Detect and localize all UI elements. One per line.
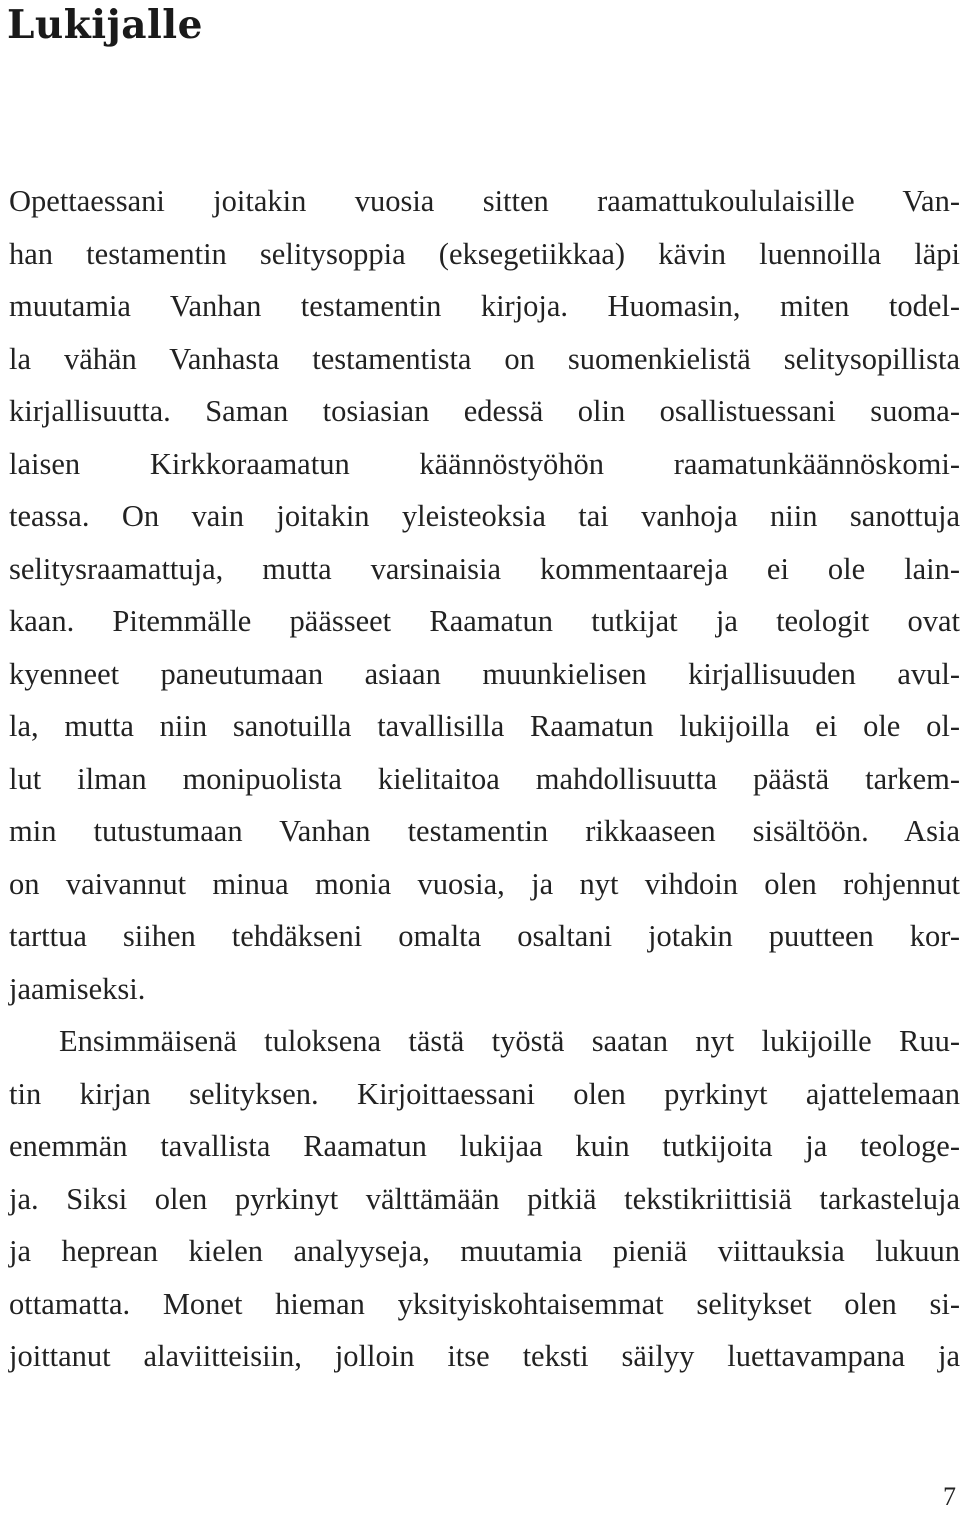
text-line: teassa. On vain joitakin yleisteoksia tai vanhoja niin sanottuja — [9, 499, 960, 533]
text-line: ottamatta. Monet hieman yksityiskohtaisemmat selitykset olen si- — [9, 1286, 960, 1321]
page-number: 7 — [943, 1482, 956, 1511]
text-line: on vaivannut minua monia vuosia, ja nyt vihdoin olen rohjennut — [9, 866, 960, 901]
paragraph-1 — [9, 175, 960, 1015]
text-line: la vähän Vanhasta testamentista on suomenkielistä selitysopillista — [9, 341, 960, 376]
text-line: kyenneet paneutumaan asiaan muunkielisen kirjallisuuden avul- — [9, 656, 960, 691]
text-line: muutamia Vanhan testamentin kirjoja. Huomasin, miten todel- — [9, 289, 960, 323]
text-line: jaamiseksi. — [9, 971, 146, 1006]
text-line: la, mutta niin sanotuilla tavallisilla Raamatun lukijoilla ei ole ol- — [9, 709, 960, 743]
page-title: Lukijalle — [7, 2, 203, 48]
text-line: kaan. Pitemmälle päässeet Raamatun tutkijat ja teologit ovat — [9, 604, 960, 638]
text-line: selitysraamattuja, mutta varsinaisia kommentaareja ei ole lain- — [9, 551, 960, 586]
text-line: tin kirjan selityksen. Kirjoittaessani olen pyrkinyt ajattelemaan — [9, 1076, 960, 1111]
text-line: kirjallisuutta. Saman tosiasian edessä olin osallistuessani suoma- — [9, 394, 960, 428]
text-line: tarttua siihen tehdäkseni omalta osaltani jotakin puutteen kor- — [9, 919, 960, 953]
body-text — [9, 175, 960, 1383]
text-line: joittanut alaviitteisiin, jolloin itse teksti säilyy luettavampana ja — [9, 1339, 960, 1373]
text-line: Ensimmäisenä tuloksena tästä työstä saatan nyt lukijoille Ruu- — [59, 1024, 960, 1058]
text-line: ja heprean kielen analyyseja, muutamia pieniä viittauksia lukuun — [9, 1234, 960, 1268]
text-line: enemmän tavallista Raamatun lukijaa kuin tutkijoita ja teologe- — [9, 1129, 960, 1163]
text-line: Opettaessani joitakin vuosia sitten raamattukoululaisille Van- — [9, 184, 960, 218]
text-line: laisen Kirkkoraamatun käännöstyöhön raamatunkäännöskomi- — [9, 446, 960, 481]
text-line: han testamentin selitysoppia (eksegetiikkaa) kävin luennoilla läpi — [9, 236, 960, 271]
text-line: ja. Siksi olen pyrkinyt välttämään pitkiä tekstikriittisiä tarkasteluja — [9, 1181, 960, 1216]
text-line: min tutustumaan Vanhan testamentin rikkaaseen sisältöön. Asia — [9, 814, 960, 848]
text-line: lut ilman monipuolista kielitaitoa mahdollisuutta päästä tarkem- — [9, 761, 960, 796]
paragraph-2 — [9, 1015, 960, 1383]
